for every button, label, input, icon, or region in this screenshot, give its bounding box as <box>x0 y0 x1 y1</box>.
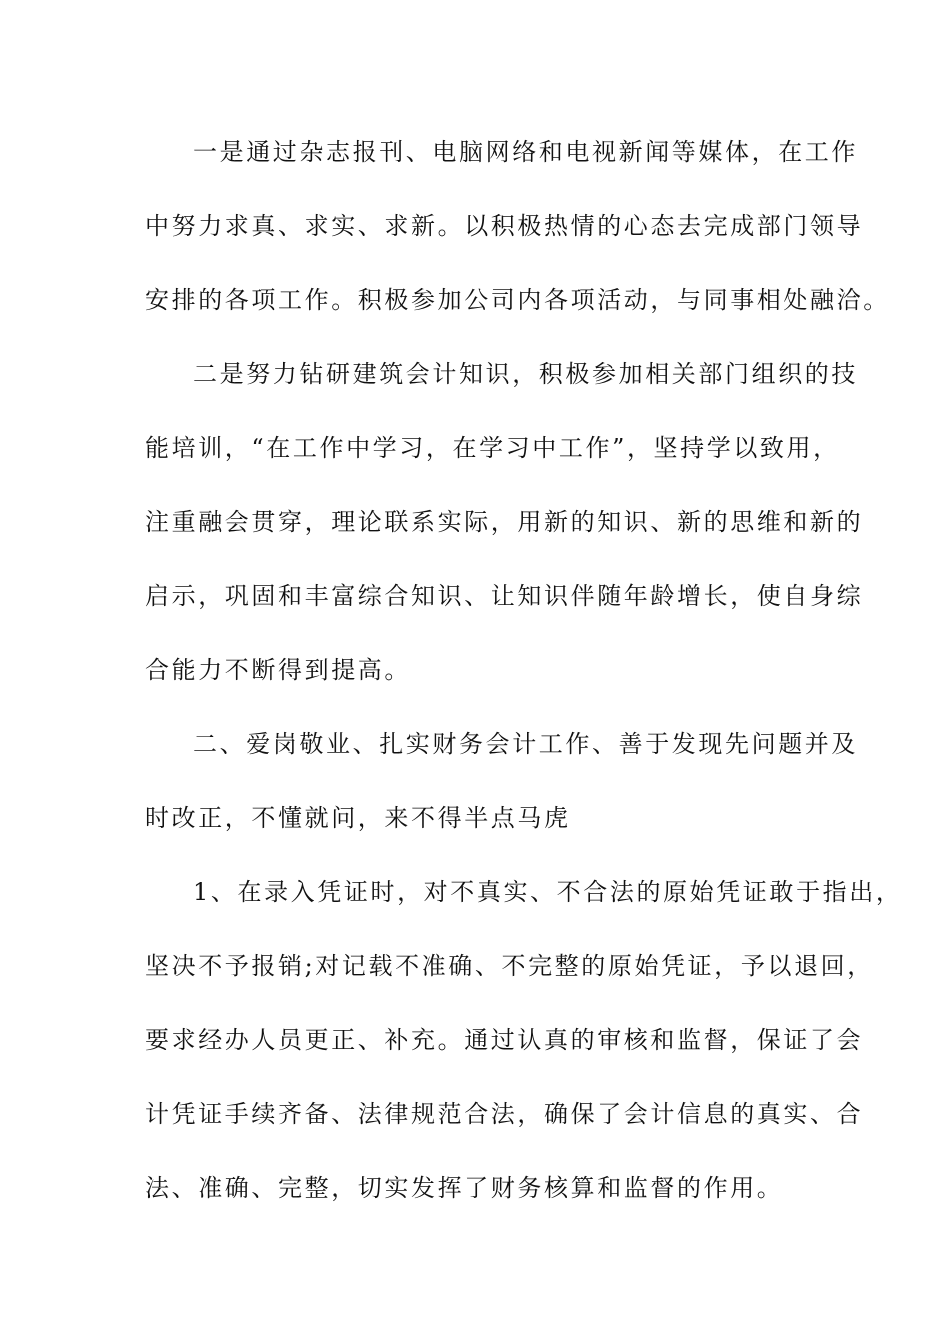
text-line: 1、在录入凭证时，对不真实、不合法的原始凭证敢于指出， <box>193 878 903 906</box>
text-line: 注重融会贯穿，理论联系实际，用新的知识、新的思维和新的 <box>145 508 864 536</box>
text-line: 法、准确、完整，切实发挥了财务核算和监督的作用。 <box>145 1174 784 1202</box>
text-line: 能培训，“在工作中学习，在学习中工作”，坚持学以致用， <box>145 434 840 462</box>
text-line: 启示，巩固和丰富综合知识、让知识伴随年龄增长，使自身综 <box>145 582 864 610</box>
section-heading-line: 时改正，不懂就问，来不得半点马虎 <box>145 804 571 832</box>
text-line: 坚决不予报销;对记载不准确、不完整的原始凭证，予以退回， <box>145 952 874 980</box>
text-line: 中努力求真、求实、求新。以积极热情的心态去完成部门领导 <box>145 212 864 240</box>
text-line: 合能力不断得到提高。 <box>145 656 411 684</box>
text-line: 安排的各项工作。积极参加公司内各项活动，与同事相处融洽。 <box>145 286 890 314</box>
text-line: 二是努力钻研建筑会计知识，积极参加相关部门组织的技 <box>193 360 858 388</box>
section-heading-line: 二、爱岗敬业、扎实财务会计工作、善于发现先问题并及 <box>193 730 858 758</box>
text-line: 要求经办人员更正、补充。通过认真的审核和监督，保证了会 <box>145 1026 864 1054</box>
document-body <box>145 125 903 1235</box>
text-line: 计凭证手续齐备、法律规范合法，确保了会计信息的真实、合 <box>145 1100 864 1128</box>
text-line: 一是通过杂志报刊、电脑网络和电视新闻等媒体，在工作 <box>193 138 858 166</box>
